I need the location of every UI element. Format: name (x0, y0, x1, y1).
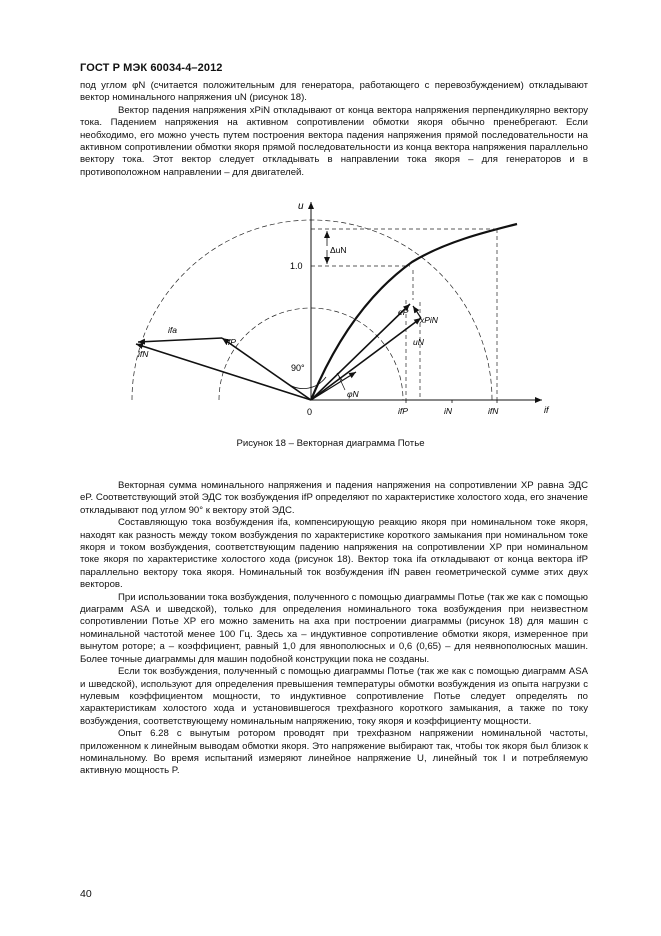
label-in-axis: iN (444, 406, 453, 416)
body-paragraph-2: Составляющую тока возбуждения ifa, компенсирующую реакцию якоря при номинальном токе якоря, находят как разность между током возбуждения по характеристике короткого замыкания при номинальном токе якоря и током возбуждения, соответствующим падению напряжения на сопротивлении XP при номинальном токе якоря по характеристике холостого хода (рисунок 18). Вектор тока ifa откладывают от конца вектора ifP параллельно вектору тока якоря. Номинальный ток возбуждения ifN равен геометрической сумме этих двух векторов. (80, 517, 588, 591)
label-origin: 0 (307, 407, 313, 417)
potier-diagram (80, 190, 588, 430)
field-current-ifa-vector (138, 338, 222, 342)
intro-text (80, 80, 588, 179)
document-header: ГОСТ Р МЭК 60034-4–2012 (80, 62, 223, 74)
label-u-axis: u (298, 201, 304, 212)
page-number: 40 (80, 888, 92, 900)
body-paragraph-5: Опыт 6.28 с вынутым ротором проводят при трехфазном напряжении номинальной частоты, приложенном к линейным выводам обмотки якоря. Это напряжение выбирают так, чтобы ток якоря был близок к номинальному. Во время испытаний измеряют линейное напряжение U, линейный ток I и потребляемую активную мощность P. (80, 728, 588, 777)
body-paragraph-1: Векторная сумма номинального напряжения и падения напряжения на сопротивлении XP равна ЭДС eP. Соответствующий этой ЭДС ток возбуждения ifP определяют по характеристике холостого хода, его значение откладывают под углом 90° к вектору этой ЭДС. (80, 480, 588, 516)
voltage-vector-un (311, 318, 421, 400)
label-ifp-axis: ifP (398, 406, 408, 416)
body-text (80, 480, 588, 778)
label-xpin: xPiN (420, 315, 438, 325)
potier-diagram-svg (80, 190, 588, 430)
emf-vector-ep (311, 304, 410, 400)
intro-paragraph-1: под углом φN (считается положительным для генератора, работающего с перевозбуждением) откладывают вектор номинального напряжения uN (рисунок 18). (80, 80, 588, 104)
label-ifn-left: ifN (138, 349, 149, 359)
label-one: 1.0 (290, 261, 303, 271)
field-current-ifn-vector (136, 344, 311, 400)
body-paragraph-3: При использовании тока возбуждения, полученного с помощью диаграммы Потье (так же как с помощью диаграмм ASA и шведской), только для определения номинального тока возбуждения при неизвестном сопротивлении Потье XP его можно заменить на axa при построении диаграммы (рисунок 18) для машин с номинальной частотой менее 100 Гц. Здесь xa – индуктивное сопротивление обмотки якоря, измеренное при вынутом роторе; a – коэффициент, равный 1,0 для явнополюсных и 0,6 (0,65) – для неявнополюсных машин. Более точные диаграммы для машин подобной конструкции пока не созданы. (80, 591, 588, 665)
label-ep: eP (398, 307, 409, 317)
body-paragraph-4: Если ток возбуждения, полученный с помощью диаграммы Потье (так же как с помощью диаграмм ASA и шведской), используют для определения превышения температуры обмотки возбуждения из опыта нагрузки с нулевым коэффициентом мощности, то индуктивное сопротивление Потье следует определять по характеристикам холостого хода и установившегося трехфазного короткого замыкания, а также по току возбуждения, соответствующему номинальным напряжению, току якоря и коэффициенту мощности. (80, 666, 588, 727)
label-if-axis: if (544, 405, 549, 415)
figure-caption: Рисунок 18 – Векторная диаграмма Потье (236, 438, 425, 449)
label-ifa: ifa (168, 325, 177, 335)
label-un: uN (413, 337, 424, 347)
label-ifn-axis: ifN (488, 406, 499, 416)
label-delta-u: ΔuN (330, 245, 347, 255)
label-angle-90: 90° (291, 363, 305, 373)
label-phi-n: φN (347, 389, 359, 399)
large-dashed-arc (132, 220, 492, 400)
intro-paragraph-2: Вектор падения напряжения xPiN откладывают от конца вектора напряжения перпендикулярно вектору тока. Падением напряжения на активном сопротивлении обмотки якоря обычно пренебрегают. Если необходимо, его можно учесть путем построения вектора падения напряжения прямой последовательности на активном сопротивлении обмотки якоря прямой последовательности из конца вектора напряжения параллельно вектору тока. Этот вектор следует откладывать в направлении тока якоря – для генераторов и в противоположном направлении – для двигателей. (80, 104, 588, 178)
label-ifp-left: ifP (226, 337, 236, 347)
